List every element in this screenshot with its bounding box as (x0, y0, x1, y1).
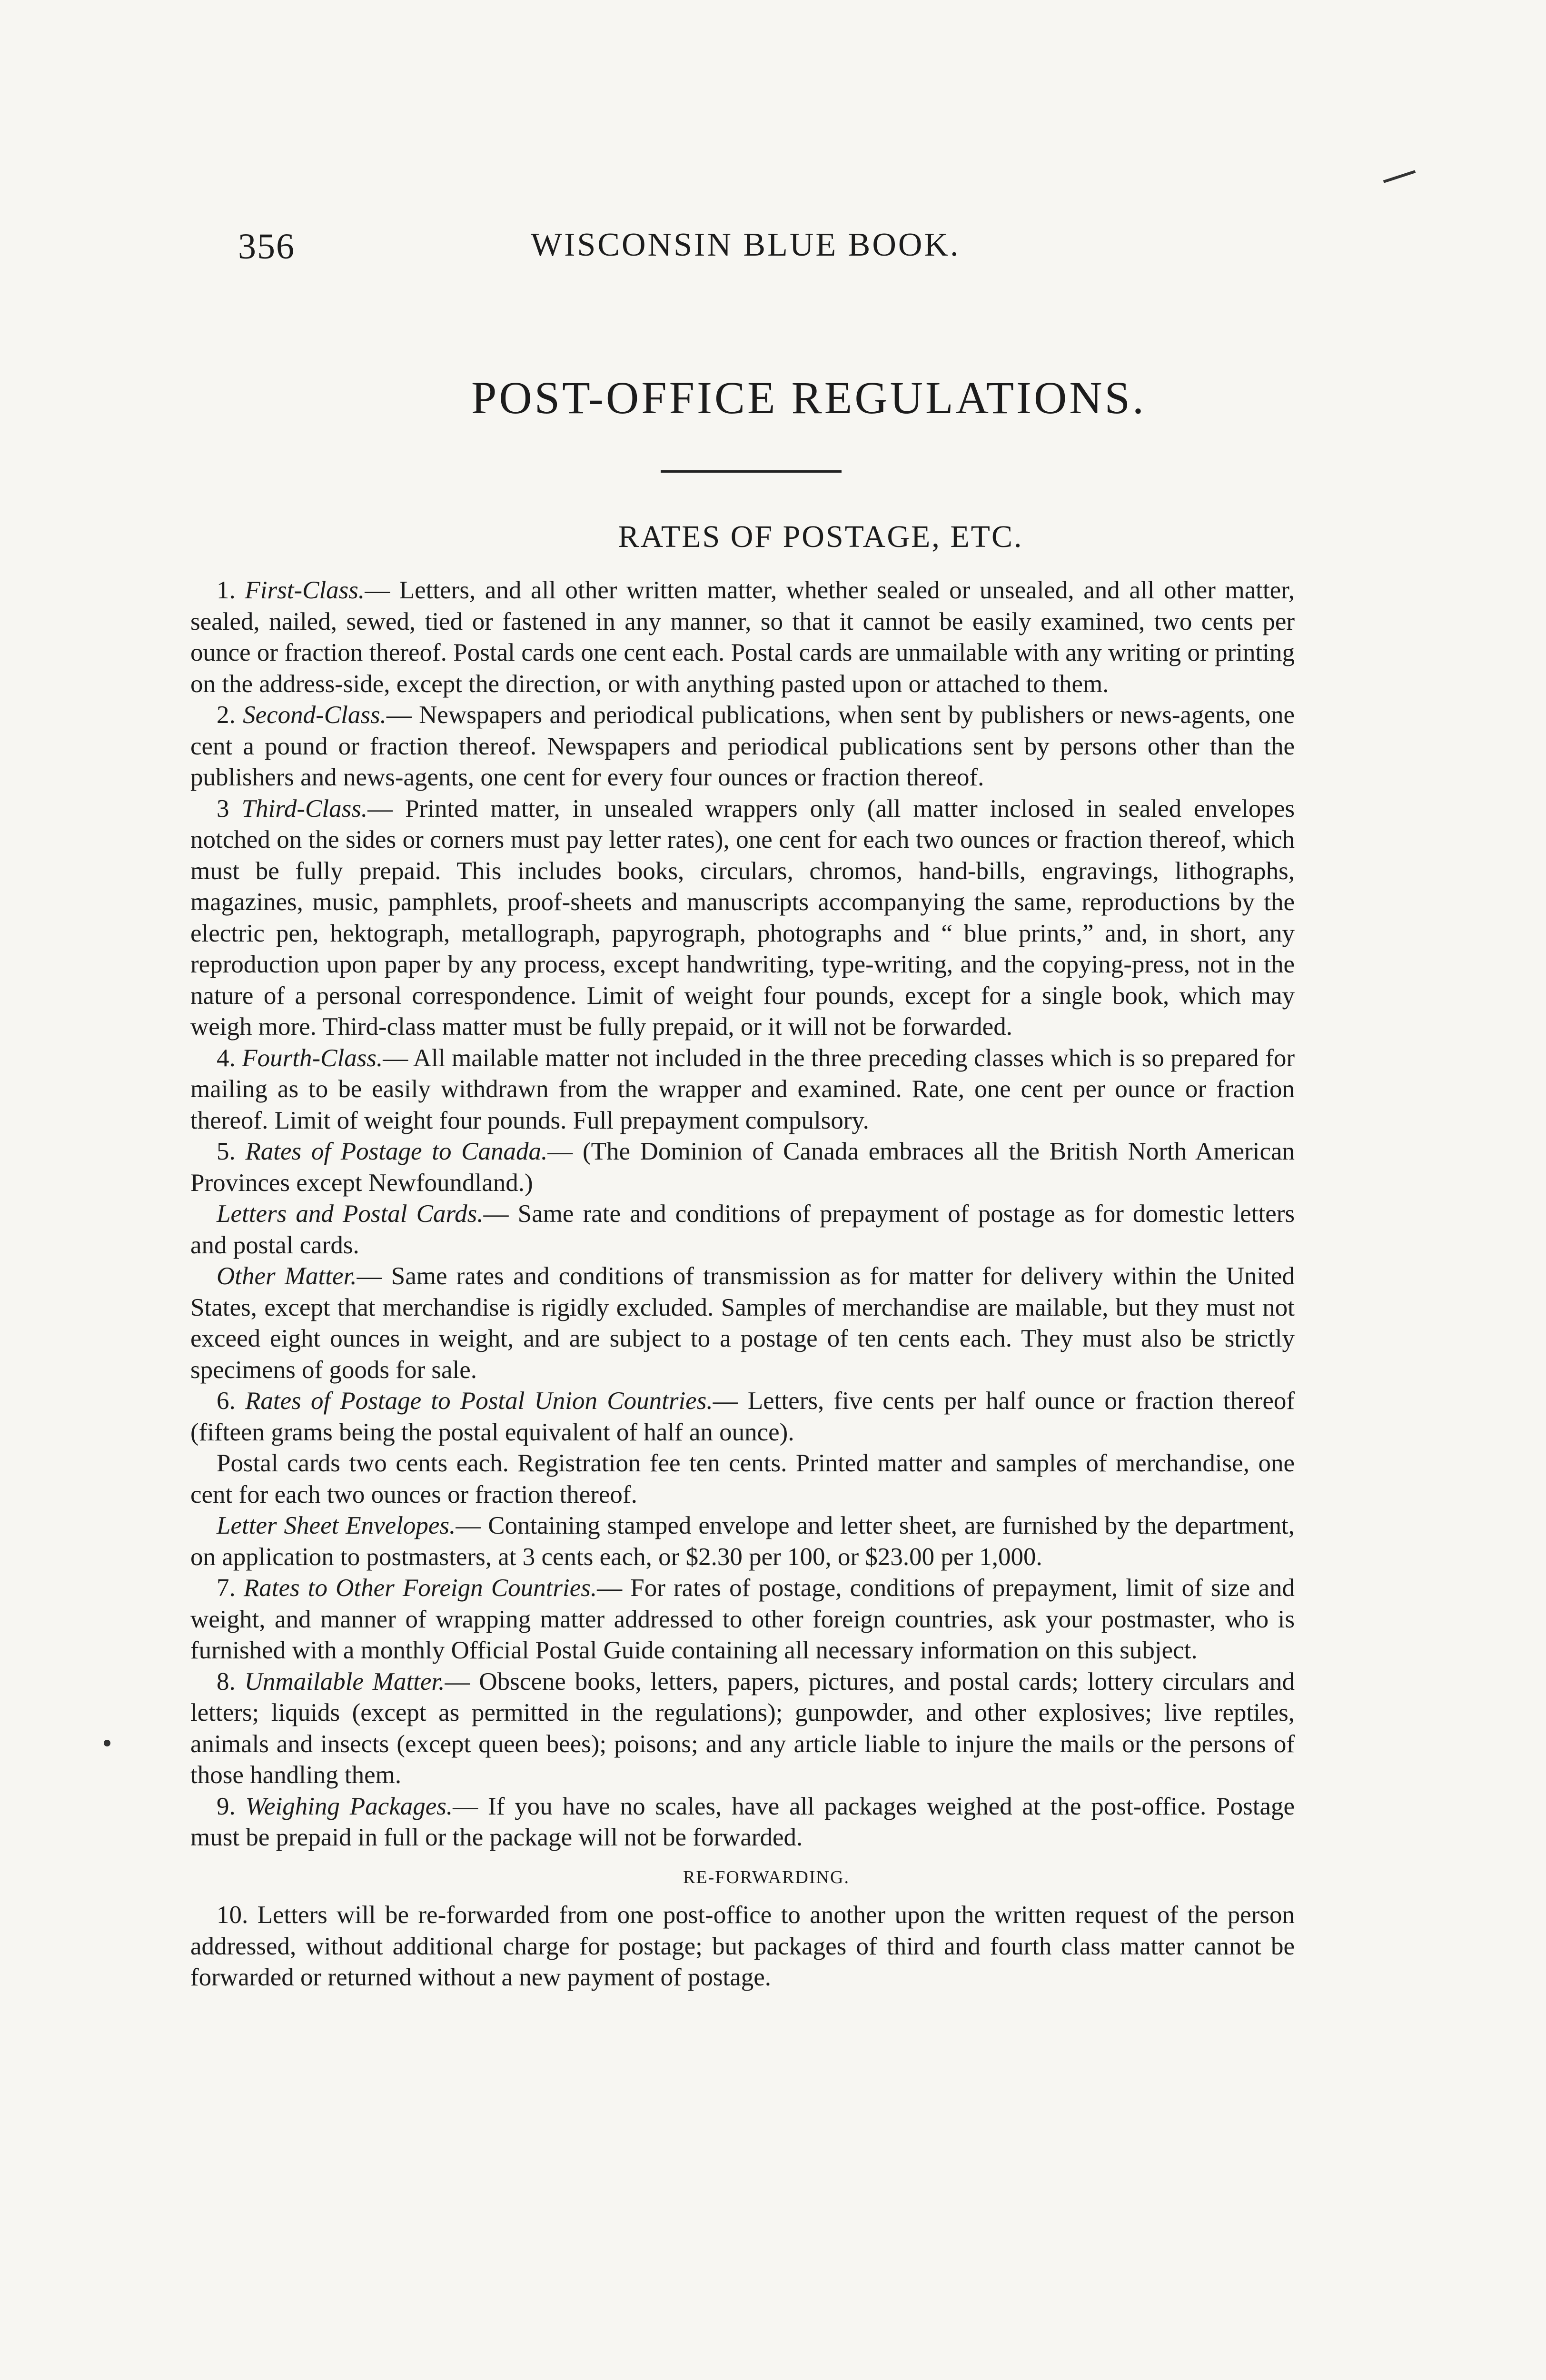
paragraph-heading: Fourth-Class. (242, 1044, 383, 1072)
subsection-title: RE-FORWARDING. (683, 1867, 850, 1887)
paragraph-heading: Second-Class. (243, 701, 386, 729)
paragraph-number: 1. (217, 576, 236, 604)
paragraph-postal-cards-fees (190, 1448, 1295, 1510)
paragraph-postal-union (190, 1386, 1295, 1448)
paragraph-number: 4. (217, 1044, 236, 1072)
paragraph-text: — For rates of postage, conditions of prepayment, limit of size and weight, and manner of wrapping matter addressed to other foreign countries, ask your postmaster, who is furnished with a monthly Official Postal Guide containing all necessary information on this subject. (190, 1574, 1295, 1664)
paragraph-number: 10. (217, 1901, 248, 1929)
paragraph-text: — Containing stamped envelope and letter sheet, are furnished by the department, on application to postmasters, at 3 cents each, or $2.30 per 100, or $23.00 per 1,000. (190, 1512, 1295, 1571)
paragraph-heading: First-Class. (245, 576, 365, 604)
paragraph-heading: Rates to Other Foreign Countries. (243, 1574, 597, 1602)
paragraph-heading: Letter Sheet Envelopes. (217, 1512, 456, 1539)
paragraph-second-class (190, 700, 1295, 793)
document-body (190, 575, 1295, 1993)
paragraph-text: — Same rate and conditions of prepayment of postage as for domestic letters and postal cards. (190, 1200, 1295, 1259)
paragraph-heading: Rates of Postage to Canada. (245, 1138, 548, 1165)
title-rule (661, 470, 842, 473)
book-title: WISCONSIN BLUE BOOK. (531, 227, 961, 263)
paragraph-number: 6. (217, 1387, 236, 1415)
margin-dot-mark (104, 1740, 110, 1746)
page-title: POST-OFFICE REGULATIONS. (471, 372, 1146, 423)
paragraph-text: — Letters, and all other written matter, whether sealed or unsealed, and all other matter, sealed, nailed, sewed, tied or fastened in any manner, so that it cannot be easily examined, two cents per ounce or fraction thereof. Postal cards one cent each. Postal cards are unmailable with any writing or printing on the address-side, except the direction, or with anything pasted upon or attached to them. (190, 576, 1295, 698)
paragraph-number: 9. (217, 1792, 236, 1820)
paragraph-unmailable (190, 1666, 1295, 1791)
paragraph-text: — Letters, five cents per half ounce or fraction thereof (fifteen grams being the postal equivalent of half an ounce). (190, 1387, 1295, 1446)
paragraph-heading: Letters and Postal Cards. (217, 1200, 484, 1228)
paragraph-letters-postal-cards (190, 1199, 1295, 1261)
paragraph-text: Postal cards two cents each. Registration fee ten cents. Printed matter and samples of merchandise, one cent for each two ounces or fraction thereof. (190, 1449, 1295, 1508)
paragraph-text: Letters will be re-forwarded from one post-office to another upon the written request of the person addressed, without additional charge for postage; but packages of third and fourth class matter cannot be forwarded or returned without a new payment of postage. (190, 1901, 1295, 1991)
paragraph-other-matter (190, 1261, 1295, 1386)
paragraph-re-forwarding (190, 1900, 1295, 1993)
paragraph-canada-rates (190, 1136, 1295, 1199)
pencil-tick-mark (1383, 170, 1416, 183)
paragraph-first-class (190, 575, 1295, 700)
paragraph-text: — Printed matter, in unsealed wrappers only (all matter inclosed in sealed envelopes notched on the sides or corners must pay letter rates), one cent for each two ounces or fraction thereof, which must be fully prepaid. This includes books, circulars, chromos, hand-bills, engravings, lithographs, magazines, music, pamphlets, proof-sheets and manuscripts accompanying the same, reproductions by the electric pen, hektograph, metallograph, papyrograph, photographs and “ blue prints,” and, in short, any reproduction upon paper by any process, except handwriting, type-writing, and the copying-press, not in the nature of a personal correspondence. Limit of weight four pounds, except for a single book, which may weigh more. Third-class matter must be fully prepaid, or it will not be forwarded. (190, 794, 1295, 1041)
paragraph-other-foreign (190, 1573, 1295, 1666)
paragraph-heading: Weighing Packages. (245, 1792, 453, 1820)
paragraph-number: 2. (217, 701, 236, 729)
paragraph-heading: Unmailable Matter. (244, 1667, 445, 1696)
paragraph-text: — Newspapers and periodical publications, when sent by publishers or news-agents, one cent a pound or fraction thereof. Newspapers and periodical publications sent by persons other than the publishers and news-agents, one cent for every four ounces or fraction thereof. (190, 701, 1295, 791)
paragraph-text: — If you have no scales, have all packages weighed at the post-office. Postage must be prepaid in full or the package will not be forwarded. (190, 1792, 1295, 1851)
page-number: 356 (238, 227, 295, 267)
paragraph-number: 3 (217, 794, 229, 823)
paragraph-number: 5. (217, 1138, 236, 1165)
paragraph-number: 8. (217, 1667, 236, 1696)
paragraph-letter-sheet-envelopes (190, 1510, 1295, 1573)
paragraph-fourth-class (190, 1043, 1295, 1137)
paragraph-heading: Rates of Postage to Postal Union Countries. (245, 1387, 713, 1415)
paragraph-heading: Other Matter. (217, 1262, 357, 1290)
paragraph-text: — (The Dominion of Canada embraces all the British North American Provinces except Newfoundland.) (190, 1138, 1295, 1197)
section-title: RATES OF POSTAGE, ETC. (618, 519, 1023, 554)
running-head (0, 226, 1546, 283)
paragraph-text: — Same rates and conditions of transmission as for matter for delivery within the United States, except that merchandise is rigidly excluded. Samples of merchandise are mailable, but they must not exceed eight ounces in weight, and are subject to a postage of ten cents each. They must also be strictly specimens of goods for sale. (190, 1262, 1295, 1384)
paragraph-heading: Third-Class. (241, 794, 368, 823)
paragraph-text: — Obscene books, letters, papers, pictures, and postal cards; lottery circulars and letters; liquids (except as permitted in the regulations); gunpowder, and other explosives; live reptiles, animals and insects (except queen bees); poisons; and any article liable to injure the mails or the persons of those handling them. (190, 1667, 1295, 1789)
paragraph-weighing (190, 1791, 1295, 1854)
paragraph-number: 7. (217, 1574, 236, 1602)
paragraph-text: — All mailable matter not included in the three preceding classes which is so prepared for mailing as to be easily withdrawn from the wrapper and examined. Rate, one cent per ounce or fraction thereof. Limit of weight four pounds. Full prepayment compulsory. (190, 1044, 1295, 1134)
paragraph-third-class (190, 793, 1295, 1043)
